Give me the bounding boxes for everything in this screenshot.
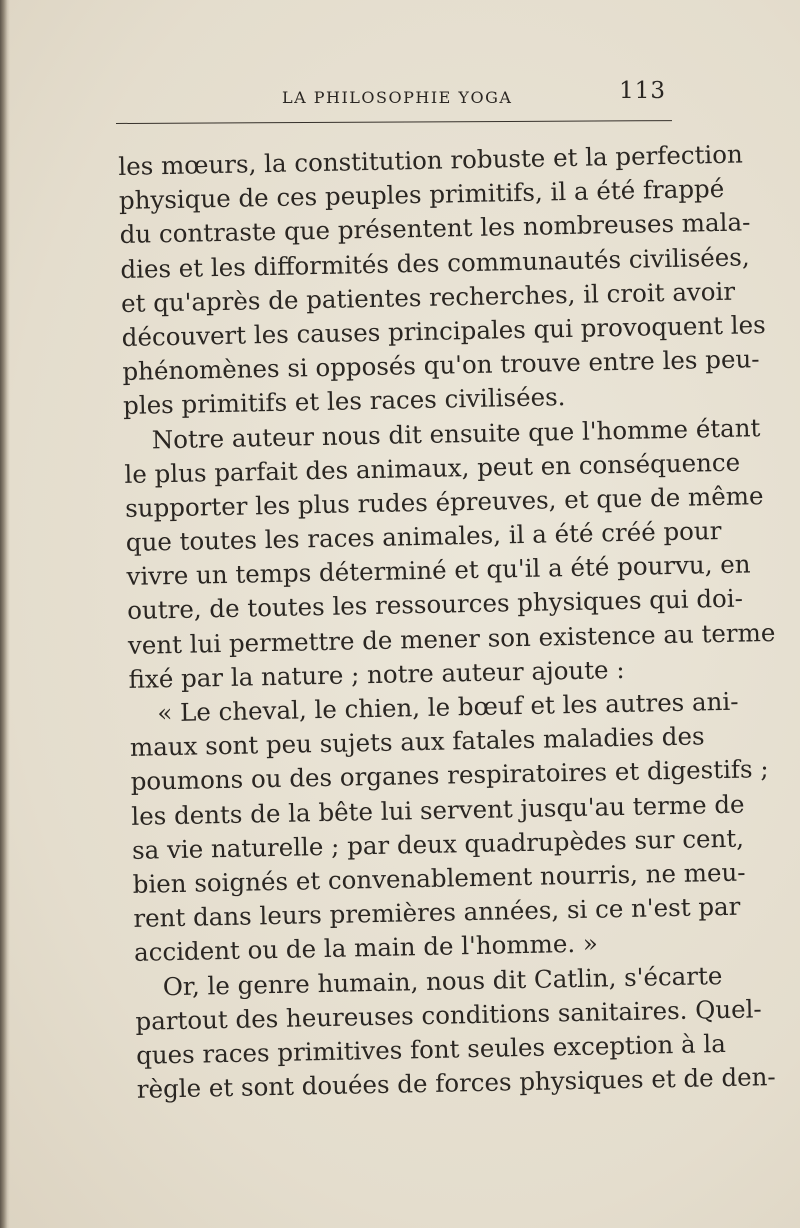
text-line: partout des heureuses conditions sanitaires. Quel-: [135, 993, 762, 1036]
text-line: découvert les causes principales qui provoquent les: [121, 309, 766, 352]
text-line: ques races primitives font seules exception à la: [135, 1028, 727, 1070]
running-title: LA PHILOSOPHIE YOGA: [282, 88, 513, 107]
text-line: du contraste que présentent les nombreuses mala-: [119, 207, 751, 250]
body-text: [118, 139, 776, 1107]
text-line: phénomènes si opposés qu'on trouve entre les peu-: [122, 344, 760, 387]
text-line: maux sont peu sujets aux fatales maladies des: [129, 721, 705, 763]
text-line: supporter les plus rudes épreuves, et que de même: [124, 480, 764, 523]
text-line: que toutes les races animales, il a été créé pour: [125, 516, 722, 557]
header-rule: [116, 120, 672, 124]
text-line: vivre un temps déterminé et qu'il a été pourvu, en: [126, 549, 751, 592]
page-binding-edge: [0, 0, 10, 1228]
text-line: « Le cheval, le chien, le bœuf et les autres ani-: [157, 686, 739, 728]
text-line: poumons ou des organes respiratoires et digestifs ;: [130, 754, 769, 797]
text-line: bien soignés et convenablement nourris, ne meu-: [132, 857, 746, 899]
page-number: 113: [619, 78, 666, 104]
text-line: outre, de toutes les ressources physiques qui doi-: [126, 583, 744, 626]
text-line: les mœurs, la constitution robuste et la perfection: [118, 139, 744, 181]
text-line: vent lui permettre de mener son existence au terme: [127, 617, 776, 660]
text-line: fixé par la nature ; notre auteur ajoute :: [128, 654, 625, 694]
text-line: Notre auteur nous dit ensuite que l'homme étant: [151, 412, 761, 454]
text-line: le plus parfait des animaux, peut en conséquence: [124, 447, 741, 489]
text-line: rent dans leurs premières années, si ce n'est par: [133, 891, 741, 933]
text-line: Or, le genre humain, nous dit Catlin, s'écarte: [162, 960, 723, 1001]
text-line: physique de ces peuples primitifs, il a été frappé: [118, 174, 725, 216]
text-line: ples primitifs et les races civilisées.: [122, 382, 566, 421]
text-line: règle et sont douées de forces physiques et de den-: [136, 1062, 776, 1104]
text-line: sa vie naturelle ; par deux quadrupèdes sur cent,: [131, 823, 745, 865]
running-head: [116, 78, 672, 118]
text-line: dies et les difformités des communautés civilisées,: [120, 241, 750, 284]
text-line: et qu'après de patientes recherches, il croit avoir: [120, 276, 736, 318]
text-line: accident ou de la main de l'homme. »: [133, 928, 599, 968]
text-line: les dents de la bête lui servent jusqu'au terme de: [131, 789, 745, 831]
